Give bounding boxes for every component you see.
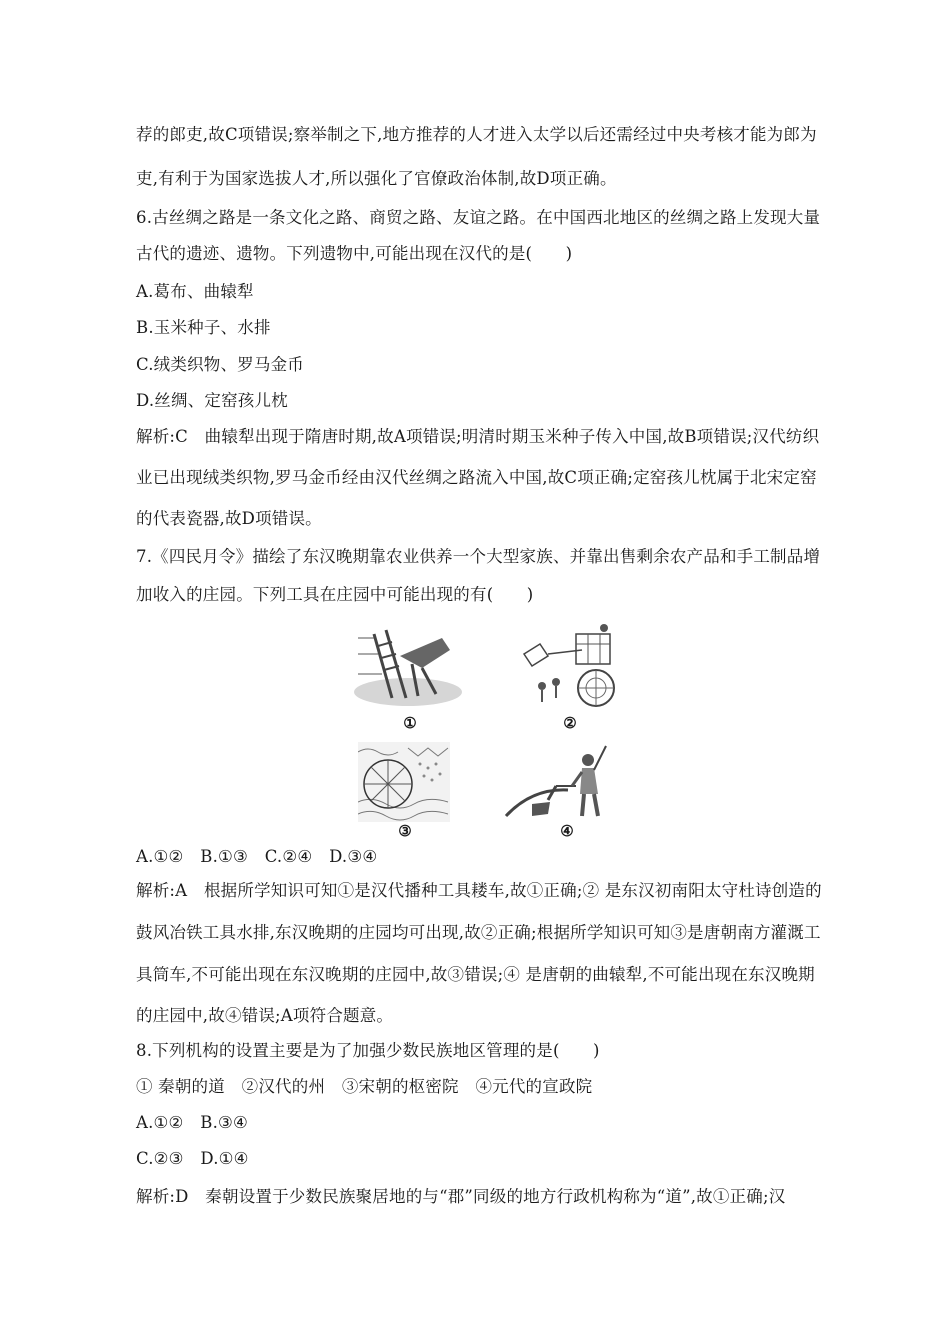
answer-explanation: 解析:C 曲辕犁出现于隋唐时期,故A项错误;明清时期玉米种子传入中国,故B项错误;汉代纺织 (136, 427, 820, 446)
text-line: 吏,有利于为国家选拔人才,所以强化了官僚政治体制,故D项正确。 (136, 169, 617, 188)
curved-plow-image (502, 742, 616, 822)
option-b: B.玉米种子、水排 (136, 318, 271, 337)
figure-label: ② (563, 714, 577, 732)
question-8-items: ① 秦朝的道 ②汉代的州 ③宋朝的枢密院 ④元代的宣政院 (136, 1077, 593, 1096)
question-7-stem: 7.《四民月令》描绘了东汉晚期靠农业供养一个大型家族、并靠出售剩余农产品和手工制品增 (136, 547, 821, 566)
answer-explanation: 解析:A 根据所学知识可知①是汉代播种工具耧车,故①正确;② 是东汉初南阳太守杜诗创造的 (136, 881, 822, 900)
question-6-stem: 古代的遗迹、遗物。下列遗物中,可能出现在汉代的是( ) (136, 244, 573, 263)
option-d: D.丝绸、定窑孩儿枕 (136, 391, 288, 410)
answer-explanation: 解析:D 秦朝设置于少数民族聚居地的与“郡”同级的地方行政机构称为“道”,故①正确;汉 (136, 1187, 786, 1206)
tube-waterwheel-image (358, 742, 450, 822)
seed-drill-image (352, 620, 464, 710)
option-c: C.绒类织物、罗马金币 (136, 355, 304, 374)
text-line: 荐的郎吏,故C项错误;察举制之下,地方推荐的人才进入太学以后还需经过中央考核才能为郎为 (136, 125, 817, 144)
question-7-options: A.①② B.①③ C.②④ D.③④ (136, 847, 378, 866)
question-7-stem: 加收入的庄园。下列工具在庄园中可能出现的有( ) (136, 585, 534, 604)
answer-explanation: 业已出现绒类织物,罗马金币经由汉代丝绸之路流入中国,故C项正确;定窑孩儿枕属于北宋定窑 (136, 468, 817, 487)
answer-explanation: 具筒车,不可能出现在东汉晚期的庄园中,故③错误;④ 是唐朝的曲辕犁,不可能出现在东汉晚期 (136, 965, 815, 984)
water-bellows-image (518, 620, 622, 712)
answer-explanation: 鼓风冶铁工具水排,东汉晚期的庄园均可出现,故②正确;根据所学知识可知③是唐朝南方灌溉工 (136, 923, 821, 942)
option-a: A.葛布、曲辕犁 (136, 282, 254, 301)
figure-label: ④ (560, 822, 574, 840)
answer-explanation: 的庄园中,故④错误;A项符合题意。 (136, 1006, 394, 1025)
figure-label: ③ (398, 822, 412, 840)
question-8-options: C.②③ D.①④ (136, 1149, 249, 1168)
figure-label: ① (403, 714, 417, 732)
answer-explanation: 的代表瓷器,故D项错误。 (136, 509, 322, 528)
question-8-options: A.①② B.③④ (136, 1113, 248, 1132)
question-8-stem: 8.下列机构的设置主要是为了加强少数民族地区管理的是( ) (136, 1041, 600, 1060)
question-6-stem: 6.古丝绸之路是一条文化之路、商贸之路、友谊之路。在中国西北地区的丝绸之路上发现大量 (136, 208, 821, 227)
